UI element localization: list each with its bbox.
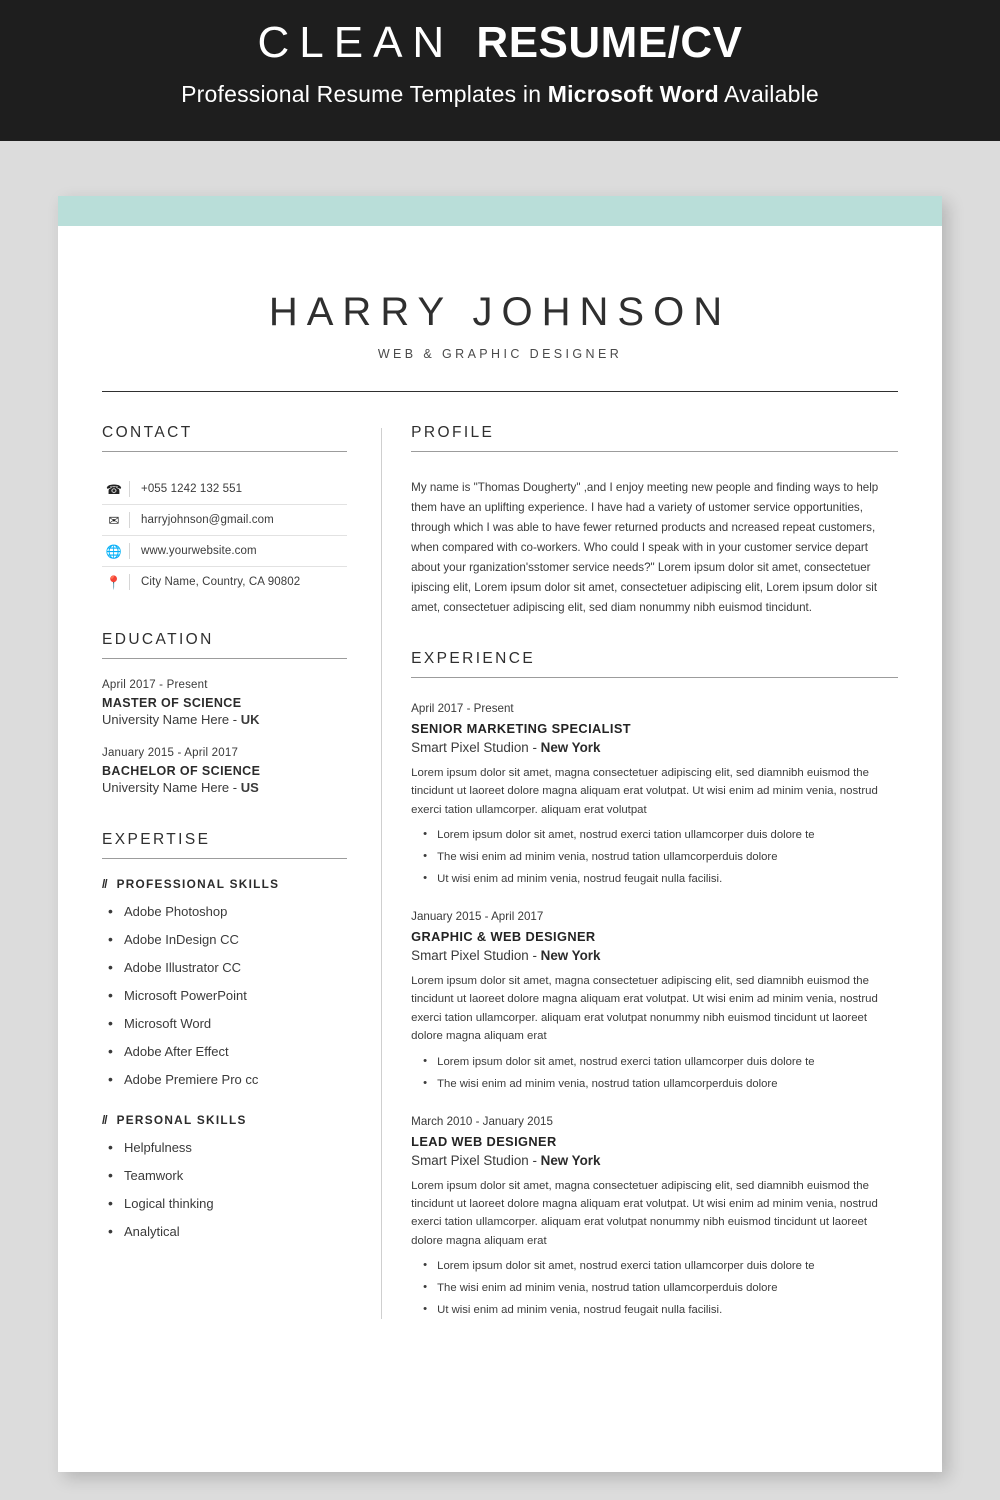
experience-item bbox=[411, 910, 898, 1093]
promo-subtitle-pre: Professional Resume Templates in bbox=[181, 80, 548, 107]
experience-company bbox=[411, 1153, 898, 1168]
experience-item bbox=[411, 702, 898, 888]
expertise-heading: EXPERTISE bbox=[102, 831, 211, 848]
education-date: April 2017 - Present bbox=[102, 679, 208, 691]
education-date: January 2015 - April 2017 bbox=[102, 747, 239, 759]
skill-item: • Adobe After Effect bbox=[102, 1044, 347, 1059]
experience-description: Lorem ipsum dolor sit amet, magna consectetuer adipiscing elit, sed diamnibh euismod the tincidunt ut laoreet dolore magna aliquam erat volutpat. Ut wisi enim ad minim venia, nostrud exerci tation ullamcorper. aliquam erat volutpat nonummy nibh euismod tincidunt ut laoreet dolore magna aliquam erat bbox=[411, 974, 878, 1043]
candidate-role: WEB & GRAPHIC DESIGNER bbox=[377, 347, 623, 361]
contact-separator bbox=[129, 574, 130, 590]
education-school-country: US bbox=[240, 780, 259, 795]
accent-top-bar bbox=[58, 196, 942, 226]
contact-heading-rule bbox=[102, 451, 347, 452]
personal-skills-title: PERSONAL SKILLS bbox=[116, 1113, 247, 1127]
contact-heading: CONTACT bbox=[102, 424, 193, 441]
contact-row bbox=[102, 474, 347, 505]
experience-company bbox=[411, 948, 898, 963]
experience-bullet: • Ut wisi enim ad minim venia, nostrud feugait nulla facilisi. bbox=[411, 871, 898, 888]
experience-bullet: • The wisi enim ad minim venia, nostrud tation ullamcorperduis dolore bbox=[411, 849, 898, 866]
skill-item: • Microsoft PowerPoint bbox=[102, 988, 347, 1003]
resume-body bbox=[102, 424, 898, 1319]
experience-date: January 2015 - April 2017 bbox=[411, 909, 544, 923]
education-degree: BACHELOR OF SCIENCE bbox=[102, 764, 261, 778]
contact-separator bbox=[129, 543, 130, 559]
right-column bbox=[411, 424, 898, 1319]
profile-text: My name is "Thomas Dougherty" ,and I enjoy meeting new people and finding ways to help them have an uplifting experience. I have had a variety of ustomer service opportunities, through which I was able to have fewer returned products and ncreased repeat customers, when compared with co-workers. Who could I speak with in your customer service depart about your rganization'sstomer service needs?" Lorem ipsum dolor sit amet, consectetuer ipiscing elit, Lorem ipsum dolor sit amet, consectetuer adipiscing elit, Lorem ipsum dolor sit amet, consectetuer adipiscing elit, sed diam nonummy nibh euismod tincidunt. bbox=[411, 481, 879, 614]
experience-item bbox=[411, 1115, 898, 1320]
experience-heading: EXPERIENCE bbox=[411, 649, 536, 667]
education-school bbox=[102, 712, 347, 727]
website-icon: 🌐 bbox=[105, 543, 123, 559]
experience-heading-rule bbox=[411, 677, 898, 678]
experience-bullet: • Lorem ipsum dolor sit amet, nostrud exerci tation ullamcorper duis dolore te bbox=[411, 827, 898, 844]
contact-separator bbox=[129, 481, 130, 497]
experience-job-title: SENIOR MARKETING SPECIALIST bbox=[411, 720, 631, 736]
contact-section bbox=[102, 424, 347, 597]
education-school bbox=[102, 780, 347, 795]
profile-heading: PROFILE bbox=[411, 424, 495, 441]
experience-bullet: • Lorem ipsum dolor sit amet, nostrud exerci tation ullamcorper duis dolore te bbox=[411, 1258, 898, 1275]
experience-company-location: New York bbox=[540, 947, 601, 963]
education-item bbox=[102, 679, 347, 727]
experience-company-location: New York bbox=[540, 739, 601, 755]
experience-job-title: LEAD WEB DESIGNER bbox=[411, 1133, 557, 1149]
header-divider bbox=[102, 391, 898, 392]
contact-email-value[interactable]: harryjohnson@gmail.com bbox=[141, 514, 274, 526]
slashes-icon: // bbox=[102, 1113, 107, 1127]
phone-icon: ☎ bbox=[105, 481, 123, 497]
expertise-heading-rule bbox=[102, 858, 347, 859]
expertise-section bbox=[102, 831, 347, 1239]
skill-item: • Adobe Photoshop bbox=[102, 904, 347, 919]
email-icon: ✉ bbox=[108, 512, 120, 528]
promo-title-bold: RESUME/CV bbox=[476, 18, 743, 67]
contact-phone-value: +055 1242 132 551 bbox=[141, 483, 243, 495]
education-school-name: University Name Here - bbox=[102, 712, 241, 727]
personal-skills-title-row bbox=[102, 1113, 347, 1127]
contact-list bbox=[102, 474, 347, 597]
contact-separator bbox=[129, 512, 130, 528]
experience-date: March 2010 - January 2015 bbox=[411, 1114, 553, 1128]
education-school-name: University Name Here - bbox=[102, 780, 241, 795]
skill-item: • Adobe Premiere Pro cc bbox=[102, 1072, 347, 1087]
experience-company-name: Smart Pixel Studion - bbox=[411, 739, 541, 755]
experience-date: April 2017 - Present bbox=[411, 701, 514, 715]
profile-section bbox=[411, 424, 898, 618]
skill-item: • Helpfulness bbox=[102, 1140, 347, 1155]
skill-item: • Teamwork bbox=[102, 1168, 347, 1183]
experience-bullet: • The wisi enim ad minim venia, nostrud tation ullamcorperduis dolore bbox=[411, 1280, 898, 1297]
experience-bullets bbox=[411, 827, 898, 888]
location-icon: 📍 bbox=[105, 574, 123, 590]
education-item bbox=[102, 747, 347, 795]
education-heading-rule bbox=[102, 658, 347, 659]
promo-subtitle-post: Available bbox=[718, 80, 819, 107]
skills-group-personal bbox=[102, 1113, 347, 1239]
experience-company-location: New York bbox=[540, 1152, 601, 1168]
skill-item: • Analytical bbox=[102, 1224, 347, 1239]
contact-row bbox=[102, 567, 347, 597]
experience-company-name: Smart Pixel Studion - bbox=[411, 1152, 541, 1168]
contact-address-value: City Name, Country, CA 90802 bbox=[141, 576, 301, 588]
experience-bullets bbox=[411, 1054, 898, 1093]
skill-item: • Microsoft Word bbox=[102, 1016, 347, 1031]
experience-description: Lorem ipsum dolor sit amet, magna consectetuer adipiscing elit, sed diamnibh euismod the tincidunt ut laoreet dolore magna aliquam erat volutpat. Ut wisi enim ad minim venia, nostrud exerci tation ullamcorper. aliquam erat volutpat bbox=[411, 766, 878, 816]
profile-heading-rule bbox=[411, 451, 898, 452]
education-school-country: UK bbox=[240, 712, 260, 727]
experience-bullet: • Ut wisi enim ad minim venia, nostrud feugait nulla facilisi. bbox=[411, 1302, 898, 1319]
experience-bullets bbox=[411, 1258, 898, 1319]
contact-row bbox=[102, 536, 347, 567]
experience-company-name: Smart Pixel Studion - bbox=[411, 947, 541, 963]
skill-item: • Logical thinking bbox=[102, 1196, 347, 1211]
education-section bbox=[102, 631, 347, 795]
experience-company bbox=[411, 740, 898, 755]
experience-bullet: • Lorem ipsum dolor sit amet, nostrud exerci tation ullamcorper duis dolore te bbox=[411, 1054, 898, 1071]
professional-skills-title-row bbox=[102, 877, 347, 891]
education-heading: EDUCATION bbox=[102, 631, 214, 648]
experience-description: Lorem ipsum dolor sit amet, magna consectetuer adipiscing elit, sed diamnibh euismod the tincidunt ut laoreet dolore magna aliquam erat volutpat. Ut wisi enim ad minim venia, nostrud exerci tation ullamcorper. aliquam erat volutpat nonummy nibh euismod tincidunt ut laoreet dolore magna aliquam erat bbox=[411, 1179, 878, 1247]
experience-job-title: GRAPHIC & WEB DESIGNER bbox=[411, 928, 596, 944]
left-column bbox=[102, 424, 347, 1319]
promo-title bbox=[0, 18, 1000, 69]
candidate-name: HARRY JOHNSON bbox=[268, 290, 732, 334]
contact-row bbox=[102, 505, 347, 536]
promo-banner bbox=[0, 0, 1000, 141]
resume-sheet bbox=[58, 196, 942, 1472]
professional-skills-title: PROFESSIONAL SKILLS bbox=[116, 877, 280, 891]
education-degree: MASTER OF SCIENCE bbox=[102, 696, 242, 710]
skill-item: • Adobe InDesign CC bbox=[102, 932, 347, 947]
skill-item: • Adobe Illustrator CC bbox=[102, 960, 347, 975]
experience-section bbox=[411, 650, 898, 1320]
slashes-icon: // bbox=[102, 877, 107, 891]
contact-website-value[interactable]: www.yourwebsite.com bbox=[141, 545, 257, 557]
promo-title-thin: CLEAN bbox=[257, 18, 477, 67]
skills-group-professional bbox=[102, 877, 347, 1087]
experience-bullet: • The wisi enim ad minim venia, nostrud tation ullamcorperduis dolore bbox=[411, 1076, 898, 1093]
promo-subtitle bbox=[0, 81, 1000, 108]
promo-subtitle-bold: Microsoft Word bbox=[547, 80, 719, 107]
